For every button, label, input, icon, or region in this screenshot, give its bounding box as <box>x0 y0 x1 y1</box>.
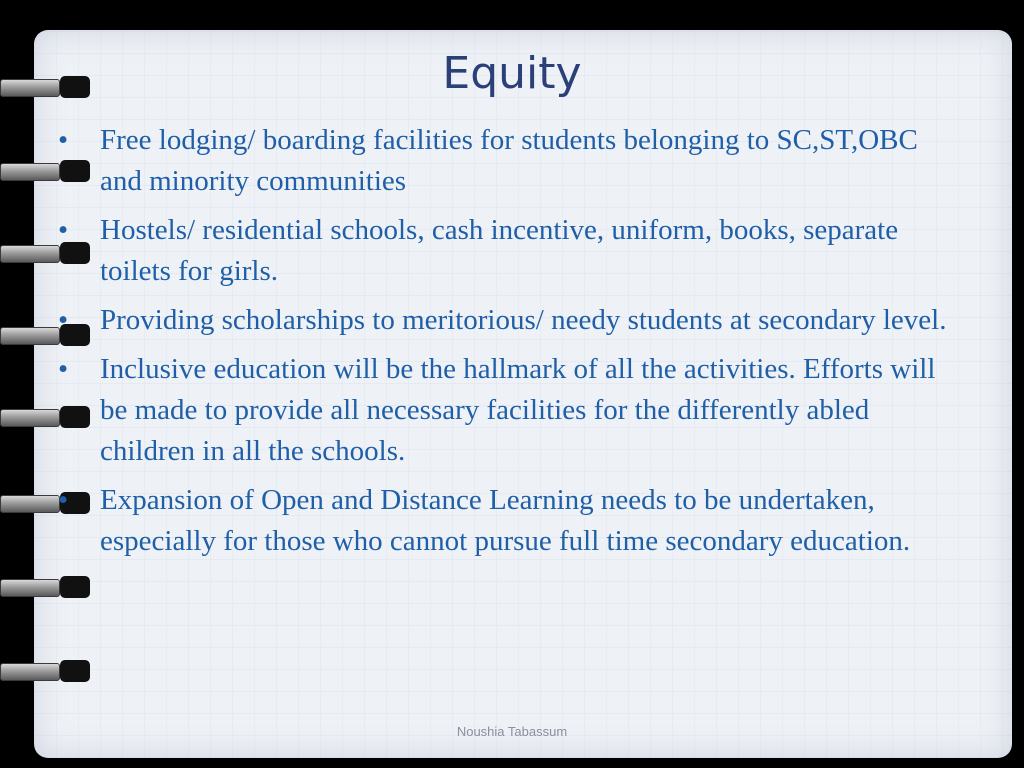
notebook-ring-icon <box>0 404 94 430</box>
slide-title: Equity <box>442 48 582 99</box>
bullet-text: Expansion of Open and Distance Learning needs to be undertaken, especially for those who cannot pursue full time secondary education. <box>100 484 911 557</box>
notebook-ring-icon <box>0 240 94 266</box>
bullet-dot-icon: • <box>58 124 69 156</box>
notebook-ring-icon <box>0 158 94 184</box>
notebook-ring-icon <box>0 322 94 348</box>
bullet-dot-icon: • <box>58 484 69 516</box>
bullet-item <box>58 349 960 472</box>
bullet-list <box>58 120 960 570</box>
bullet-item <box>58 300 960 341</box>
bullet-text: Hostels/ residential schools, cash incentive, uniform, books, separate toilets for girls. <box>100 214 899 287</box>
bullet-item <box>58 480 960 562</box>
bullet-item <box>58 120 960 202</box>
bullet-dot-icon: • <box>58 214 69 246</box>
bullet-dot-icon: • <box>58 304 69 336</box>
bullet-dot-icon: • <box>58 353 69 385</box>
notebook-ring-icon <box>0 490 94 516</box>
bullet-text: Providing scholarships to meritorious/ needy students at secondary level. <box>100 304 947 336</box>
bullet-text: Free lodging/ boarding facilities for students belonging to SC,ST,OBC and minority communities <box>100 124 918 197</box>
notebook-ring-icon <box>0 574 94 600</box>
notebook-ring-icon <box>0 658 94 684</box>
slide-footer-author: Noushia Tabassum <box>456 724 568 739</box>
bullet-item <box>58 210 960 292</box>
bullet-text: Inclusive education will be the hallmark of all the activities. Efforts will be made to provide all necessary facilities for the differently abled children in all the schools. <box>100 353 936 467</box>
